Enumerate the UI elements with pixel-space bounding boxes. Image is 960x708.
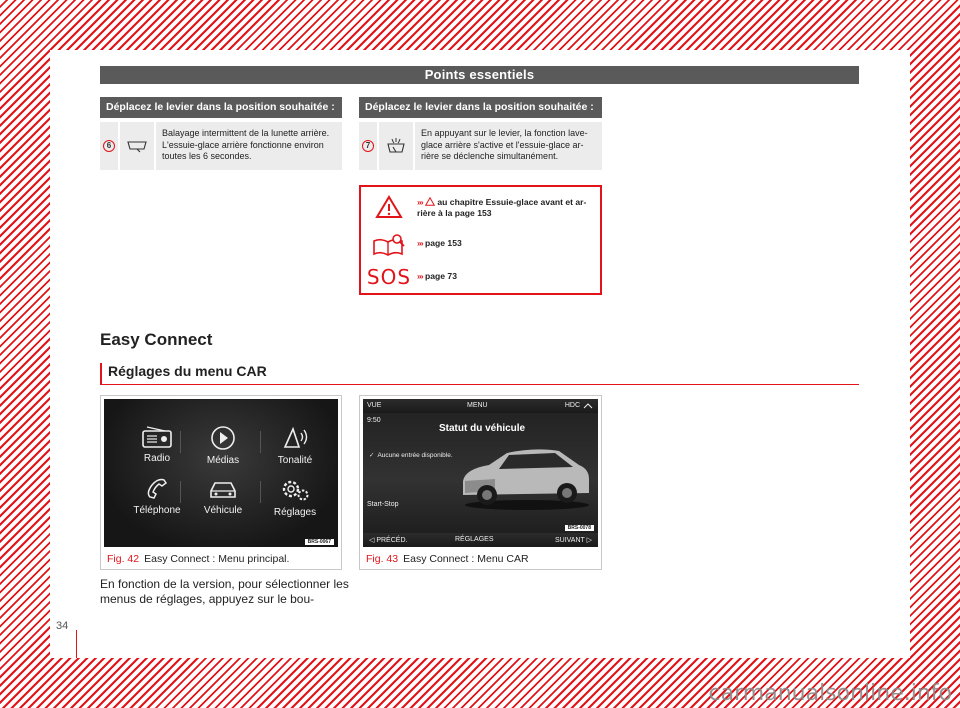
phone-icon bbox=[144, 477, 170, 501]
body-paragraph: En fonction de la version, pour sélectionner les menus de réglages, appuyez sur le bou- bbox=[100, 577, 349, 606]
row-description: En appuyant sur le levier, la fonction lave-glace arrière s'active et l'essuie-glace ar-rière se déclenche simultanément. bbox=[421, 128, 588, 161]
clock: 9:50 bbox=[367, 417, 381, 424]
manual-book-icon bbox=[372, 233, 406, 257]
view-button[interactable]: VUE bbox=[367, 402, 382, 409]
figure-code: BRS-0067 bbox=[305, 539, 334, 545]
figure-label: Fig. 43 bbox=[366, 553, 399, 565]
row-number: 6 bbox=[103, 140, 115, 152]
book-reference-text[interactable]: page 153 bbox=[424, 238, 462, 248]
sos-label: SOS bbox=[366, 265, 412, 289]
screen-title: Statut du véhicule bbox=[439, 423, 526, 434]
menu-reglages[interactable]: Réglages bbox=[260, 477, 330, 518]
watermark: carmanualsonline.info bbox=[708, 681, 952, 706]
figure-caption: Fig. 43 Easy Connect : Menu CAR bbox=[366, 553, 529, 565]
row-number: 7 bbox=[362, 140, 374, 152]
warning-triangle-icon bbox=[375, 195, 403, 219]
settings-gear-icon bbox=[279, 477, 311, 503]
page-header: Points essentiels bbox=[100, 66, 859, 84]
rear-washer-icon bbox=[385, 137, 407, 155]
table-heading: Déplacez le levier dans la position souhaitée : bbox=[359, 97, 602, 118]
section-subtitle: Réglages du menu CAR bbox=[108, 363, 267, 379]
menu-tonalite[interactable]: Tonalité bbox=[260, 425, 330, 466]
sos-reference-text[interactable]: page 73 bbox=[424, 271, 457, 281]
rear-wiper-interval-icon bbox=[126, 139, 148, 153]
table-heading: Déplacez le levier dans la position souhaitée : bbox=[100, 97, 342, 118]
previous-button[interactable]: ◁ PRÉCÉD. bbox=[369, 537, 408, 544]
divider bbox=[100, 384, 859, 385]
hdc-button[interactable]: HDC bbox=[564, 402, 580, 409]
table-row bbox=[100, 122, 342, 170]
figure-caption: Fig. 42 Easy Connect : Menu principal. bbox=[107, 553, 290, 565]
page-number: 34 bbox=[56, 620, 69, 632]
menu-radio[interactable]: Radio bbox=[122, 425, 192, 464]
sound-icon bbox=[281, 425, 309, 451]
start-stop-button[interactable]: Start-Stop bbox=[367, 501, 399, 508]
menu-vehicule[interactable]: Véhicule bbox=[188, 477, 258, 516]
figure-42 bbox=[100, 395, 342, 570]
reference-box bbox=[359, 185, 602, 295]
lever-table-right bbox=[359, 97, 602, 170]
play-icon bbox=[210, 425, 236, 451]
warning-reference bbox=[361, 195, 600, 219]
settings-button[interactable]: RÉGLAGES bbox=[455, 536, 494, 543]
warning-reference-text[interactable]: au chapitre Essuie-glace avant et ar-rière à la page 153 bbox=[417, 197, 587, 218]
sos-reference: SOS ››› page 73 bbox=[366, 265, 457, 289]
figure-label: Fig. 42 bbox=[107, 553, 140, 565]
vehicle-image bbox=[455, 441, 595, 511]
book-reference: ››› page 153 bbox=[361, 233, 600, 257]
figure-43 bbox=[359, 395, 602, 570]
lever-table-left bbox=[100, 97, 342, 170]
hdc-icon bbox=[583, 402, 593, 410]
menu-telephone[interactable]: Téléphone bbox=[122, 477, 192, 516]
car-top-bar bbox=[363, 399, 598, 413]
easy-connect-main-menu-screen bbox=[104, 399, 338, 547]
menu-medias[interactable]: Médias bbox=[188, 425, 258, 466]
car-menu-screen bbox=[363, 399, 598, 547]
figure-code: BRS-0078 bbox=[565, 525, 594, 531]
table-row bbox=[359, 122, 602, 170]
menu-button[interactable]: MENU bbox=[467, 402, 488, 409]
chevron-icon: ››› bbox=[417, 197, 423, 207]
radio-icon bbox=[141, 425, 173, 449]
row-description: Balayage intermittent de la lunette arrière. L'essuie-glace arrière fonctionne environ toutes les 6 secondes. bbox=[162, 128, 330, 161]
car-bottom-bar bbox=[363, 533, 598, 547]
page-number-marker bbox=[76, 630, 77, 658]
section-title: Easy Connect bbox=[100, 330, 213, 349]
check-icon: ✓ bbox=[369, 452, 375, 459]
car-icon bbox=[207, 477, 239, 501]
warning-triangle-small-icon bbox=[425, 197, 435, 206]
status-line: ✓ Aucune entrée disponible. bbox=[369, 452, 453, 459]
next-button[interactable]: SUIVANT ▷ bbox=[554, 537, 592, 544]
page bbox=[50, 50, 910, 658]
